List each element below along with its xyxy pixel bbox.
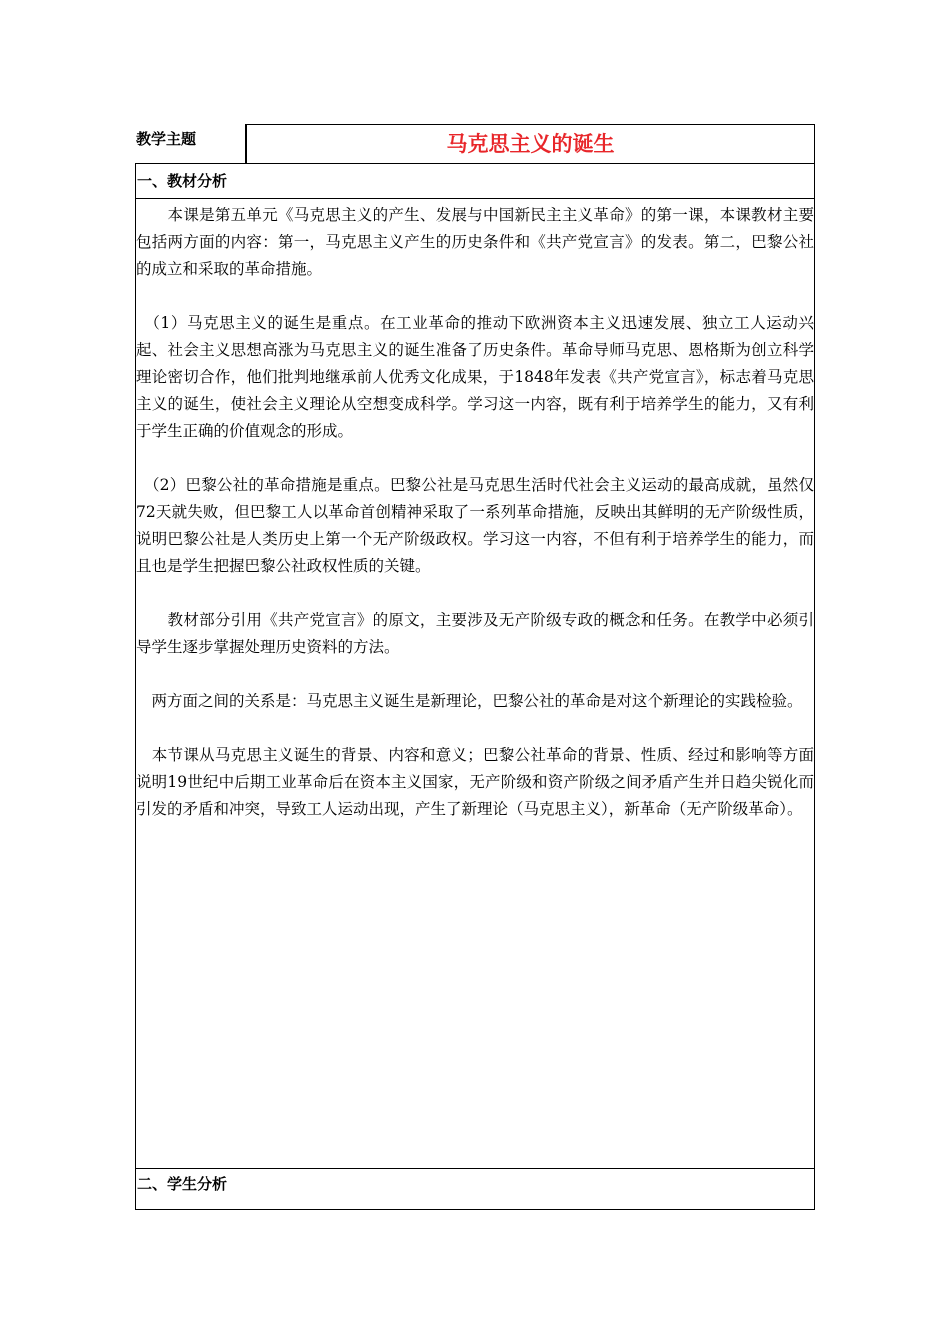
paragraph: 本节课从马克思主义诞生的背景、内容和意义；巴黎公社革命的背景、性质、经过和影响等方面说明19世纪中后期工业革命后在资本主义国家，无产阶级和资产阶级之间矛盾产生并日趋尖锐化而引发的矛盾和冲突，导致工人运动出现，产生了新理论（马克思主义），新革命（无产阶级革命）。	[136, 746, 814, 818]
topic-label: 教学主题	[136, 130, 197, 148]
spacer	[136, 283, 814, 310]
section-heading-student-analysis: 二、学生分析	[135, 1168, 815, 1210]
paragraph: 教材部分引用《共产党宣言》的原文，主要涉及无产阶级专政的概念和任务。在教学中必须引导学生逐步掌握处理历史资料的方法。	[136, 611, 814, 656]
paragraph: 两方面之间的关系是：马克思主义诞生是新理论，巴黎公社的革命是对这个新理论的实践检验。	[136, 692, 803, 710]
spacer	[136, 715, 814, 742]
lesson-title: 马克思主义的诞生	[245, 124, 815, 164]
paragraph: （1）马克思主义的诞生是重点。在工业革命的推动下欧洲资本主义迅速发展、独立工人运动兴起、社会主义思想高涨为马克思主义的诞生准备了历史条件。革命导师马克思、恩格斯为创立科学理论密切合作，他们批判地继承前人优秀文化成果，于1848年发表《共产党宣言》，标志着马克思主义的诞生，使社会主义理论从空想变成科学。学习这一内容，既有利于培养学生的能力，又有利于学生正确的价值观念的形成。	[136, 314, 814, 440]
spacer	[136, 445, 814, 472]
section-heading-textbook-analysis: 一、教材分析	[135, 163, 815, 199]
section-content	[136, 202, 814, 823]
spacer	[136, 661, 814, 688]
paragraph: （2）巴黎公社的革命措施是重点。巴黎公社是马克思生活时代社会主义运动的最高成就，虽然仅72天就失败，但巴黎工人以革命首创精神采取了一系列革命措施，反映出其鲜明的无产阶级性质，说明巴黎公社是人类历史上第一个无产阶级政权。学习这一内容，不但有利于培养学生的能力，而且也是学生把握巴黎公社政权性质的关键。	[136, 476, 814, 575]
spacer	[136, 580, 814, 607]
paragraph: 本课是第五单元《马克思主义的产生、发展与中国新民主主义革命》的第一课，本课教材主要包括两方面的内容：第一，马克思主义产生的历史条件和《共产党宣言》的发表。第二，巴黎公社的成立和采取的革命措施。	[136, 206, 814, 278]
